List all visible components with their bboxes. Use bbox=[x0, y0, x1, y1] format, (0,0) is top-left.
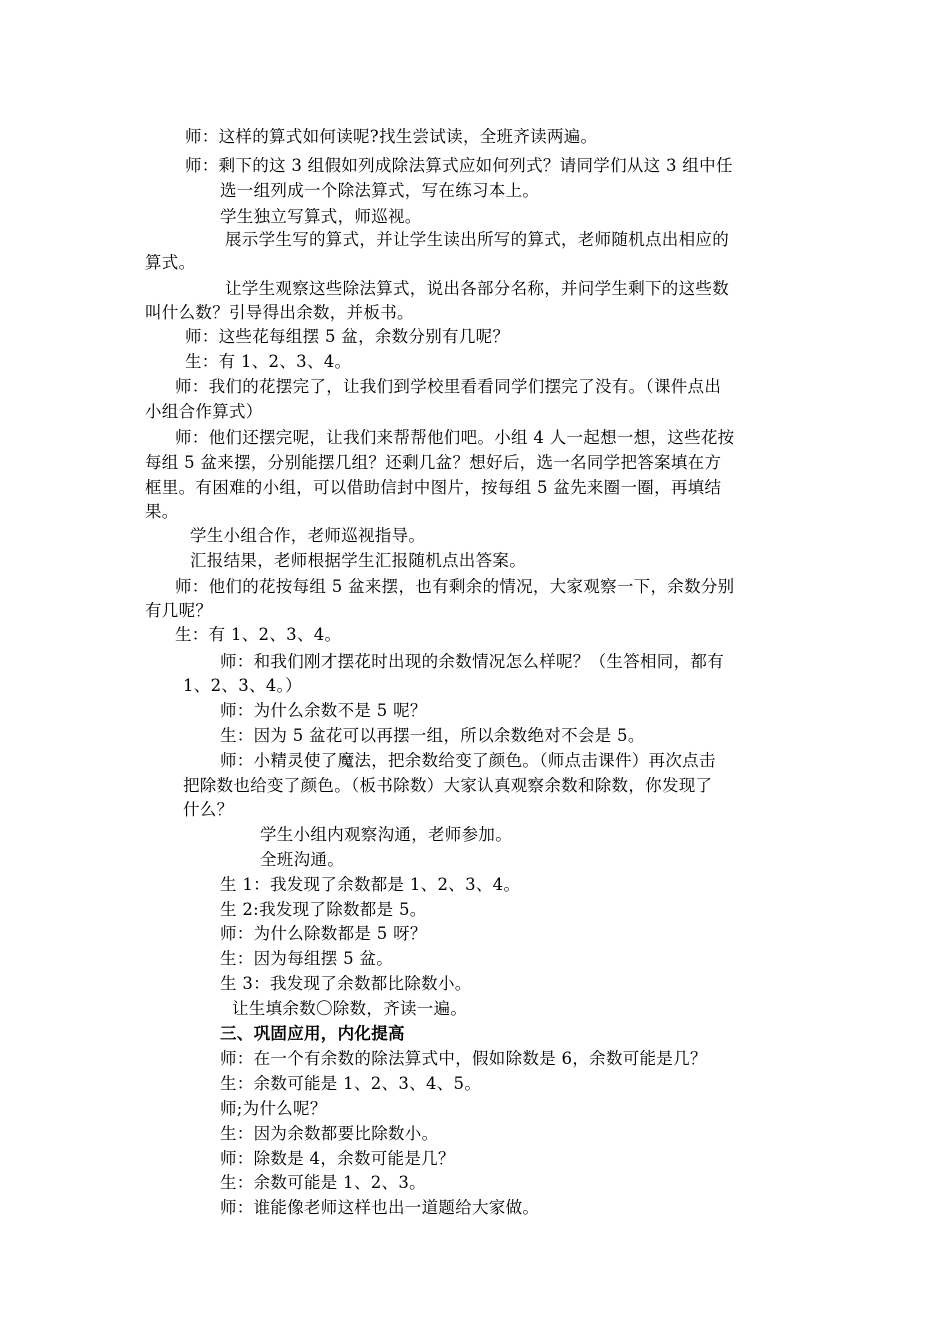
paragraph-line-22: 师：和我们刚才摆花时出现的余数情况怎么样呢？（生答相同，都有 bbox=[220, 652, 724, 671]
paragraph-line-6: 算式。 bbox=[145, 253, 196, 272]
paragraph-line-26: 师：小精灵使了魔法，把余数给变了颜色。（师点击课件）再次点击 bbox=[220, 751, 716, 770]
section-heading: 三、巩固应用，内化提高 bbox=[220, 1024, 405, 1043]
paragraph-line-31: 生 1：我发现了余数都是 1、2、3、4。 bbox=[220, 875, 521, 894]
paragraph-line-24: 师：为什么余数不是 5 呢？ bbox=[220, 701, 427, 720]
paragraph-line-30: 全班沟通。 bbox=[260, 850, 344, 869]
paragraph-line-29: 学生小组内观察沟通，老师参加。 bbox=[260, 825, 512, 844]
paragraph-line-40: 师;为什么呢？ bbox=[220, 1099, 327, 1118]
paragraph-line-38: 师：在一个有余数的除法算式中，假如除数是 6，余数可能是几？ bbox=[220, 1049, 707, 1068]
paragraph-line-5: 展示学生写的算式，并让学生读出所写的算式，老师随机点出相应的 bbox=[225, 230, 729, 249]
paragraph-line-23: 1、2、3、4。） bbox=[183, 676, 302, 695]
paragraph-line-13: 师：他们还摆完呢，让我们来帮帮他们吧。小组 4 人一起想一想，这些花按 bbox=[175, 428, 735, 447]
paragraph-line-35: 生 3：我发现了余数都比除数小。 bbox=[220, 974, 472, 993]
paragraph-line-44: 师：谁能像老师这样也出一道题给大家做。 bbox=[220, 1198, 540, 1217]
paragraph-line-11: 师：我们的花摆完了，让我们到学校里看看同学们摆完了没有。（课件点出 bbox=[175, 377, 722, 396]
paragraph-line-42: 师：除数是 4，余数可能是几？ bbox=[220, 1149, 455, 1168]
paragraph-line-8: 叫什么数？引导得出余数，并板书。 bbox=[145, 303, 414, 322]
paragraph-line-41: 生：因为余数都要比除数小。 bbox=[220, 1124, 439, 1143]
paragraph-line-28: 什么？ bbox=[183, 800, 234, 819]
paragraph-line-18: 汇报结果，老师根据学生汇报随机点出答案。 bbox=[190, 551, 526, 570]
paragraph-line-16: 果。 bbox=[145, 502, 179, 521]
paragraph-line-7: 让学生观察这些除法算式，说出各部分名称，并问学生剩下的这些数 bbox=[225, 279, 729, 298]
paragraph-line-10: 生：有 1、2、3、4。 bbox=[185, 352, 352, 371]
paragraph-line-12: 小组合作算式） bbox=[145, 402, 263, 421]
paragraph-line-39: 生：余数可能是 1、2、3、4、5。 bbox=[220, 1074, 482, 1093]
paragraph-line-34: 生：因为每组摆 5 盆。 bbox=[220, 949, 394, 968]
paragraph-line-15: 框里。有困难的小组，可以借助信封中图片，按每组 5 盆先来圈一圈，再填结 bbox=[145, 478, 722, 497]
paragraph-line-1: 师：这样的算式如何读呢?找生尝试读，全班齐读两遍。 bbox=[185, 127, 598, 146]
paragraph-line-33: 师：为什么除数都是 5 呀？ bbox=[220, 924, 427, 943]
paragraph-line-27: 把除数也给变了颜色。（板书除数）大家认真观察余数和除数，你发现了 bbox=[183, 776, 713, 795]
paragraph-line-17: 学生小组合作，老师巡视指导。 bbox=[190, 526, 426, 545]
paragraph-line-2: 师：剩下的这 3 组假如列成除法算式应如何列式？请同学们从这 3 组中任 bbox=[185, 156, 733, 175]
paragraph-line-21: 生：有 1、2、3、4。 bbox=[175, 625, 342, 644]
paragraph-line-4: 学生独立写算式，师巡视。 bbox=[220, 207, 422, 226]
paragraph-line-43: 生：余数可能是 1、2、3。 bbox=[220, 1173, 426, 1192]
paragraph-line-20: 有几呢？ bbox=[145, 601, 213, 620]
paragraph-line-3: 选一组列成一个除法算式，写在练习本上。 bbox=[220, 181, 540, 200]
paragraph-line-19: 师：他们的花按每组 5 盆来摆，也有剩余的情况，大家观察一下，余数分别 bbox=[175, 577, 735, 596]
paragraph-line-25: 生：因为 5 盆花可以再摆一组，所以余数绝对不会是 5。 bbox=[220, 726, 645, 745]
paragraph-line-14: 每组 5 盆来摆，分别能摆几组？还剩几盆？想好后，选一名同学把答案填在方 bbox=[145, 453, 722, 472]
paragraph-line-36: 让生填余数〇除数，齐读一遍。 bbox=[232, 999, 468, 1018]
paragraph-line-9: 师：这些花每组摆 5 盆，余数分别有几呢？ bbox=[185, 327, 510, 346]
paragraph-line-32: 生 2:我发现了除数都是 5。 bbox=[220, 900, 427, 919]
